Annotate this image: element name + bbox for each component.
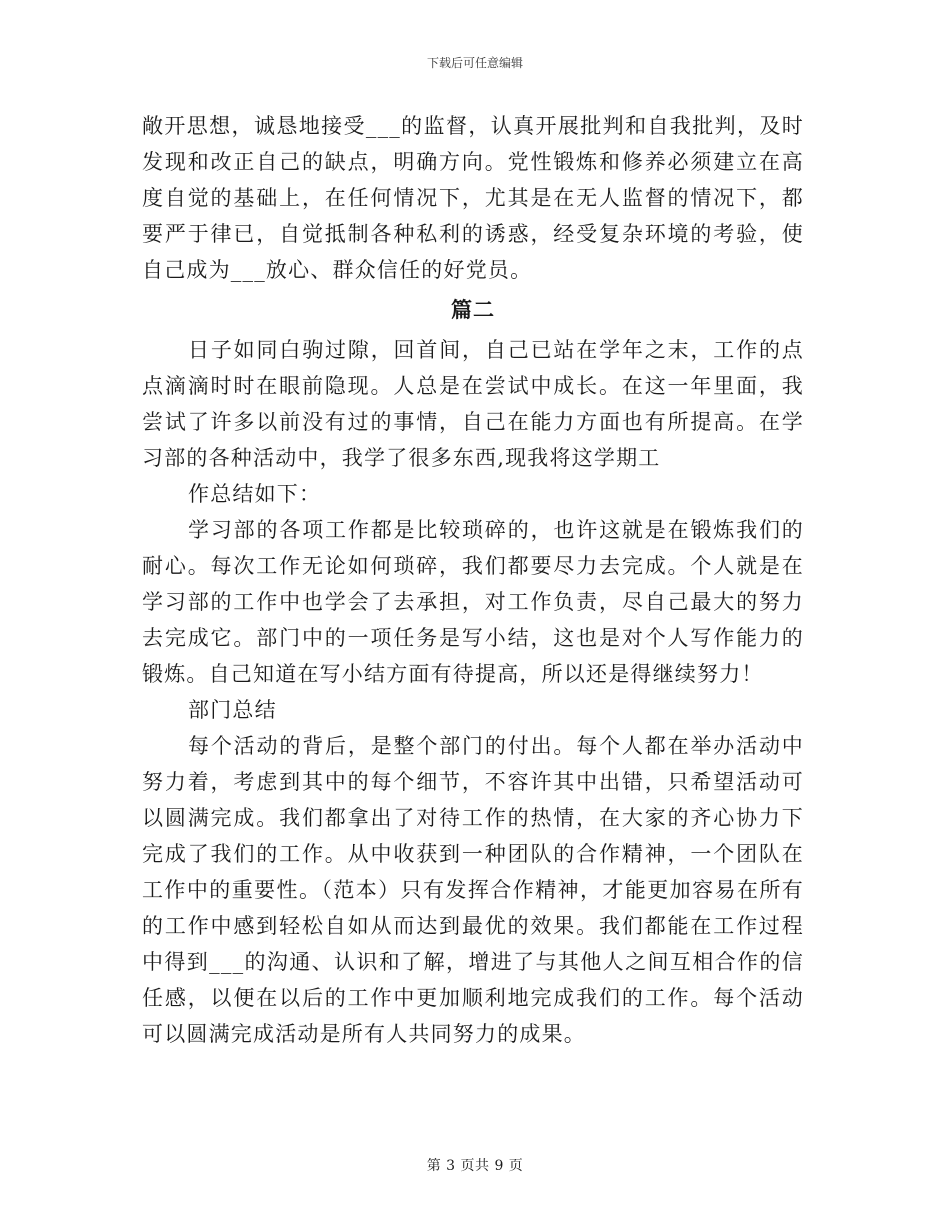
paragraph-study-department: 学习部的各项工作都是比较琐碎的，也许这就是在锻炼我们的耐心。每次工作无论如何琐碎，我们都要尽力去完成。个人就是在学习部的工作中也学会了去承担，对工作负责，尽自己最大的努力去完成它。部门中的一项任务是写小结，这也是对个人写作能力的锻炼。自己知道在写小结方面有待提高，所以还是得继续努力！ [142, 518, 804, 686]
paragraph-continued: 敞开思想，诚恳地接受___的监督，认真开展批判和自我批判，及时发现和改正自己的缺点，明确方向。党性锻炼和修养必须建立在高度自觉的基础上，在任何情况下，尤其是在无人监督的情况下，都要严于律已，自觉抵制各种私利的诱惑，经受复杂环境的考验，使自己成为___放心、群众信任的好党员。 [142, 114, 804, 282]
page-number-footer: 第 3 页共 9 页 [426, 1158, 524, 1174]
page-header-note: 下载后可任意编辑 [426, 56, 523, 70]
paragraph-summary-lead: 作总结如下： [188, 482, 322, 506]
document-body [142, 108, 804, 1052]
paragraph-teamwork: 每个活动的背后，是整个部门的付出。每个人都在举办活动中努力着，考虑到其中的每个细节，不容许其中出错，只希望活动可以圆满完成。我们都拿出了对待工作的热情，在大家的齐心协力下完成了我们的工作。从中收获到一种团队的合作精神，一个团队在工作中的重要性。（范本）只有发挥合作精神，才能更加容易在所有的工作中感到轻松自如从而达到最优的效果。我们都能在工作过程中得到___的沟通、认识和了解，增进了与其他人之间互相合作的信任感，以便在以后的工作中更加顺利地完成我们的工作。每个活动可以圆满完成活动是所有人共同努力的成果。 [142, 734, 804, 1046]
subheading-department-summary: 部门总结 [188, 698, 277, 722]
section-title: 篇二 [451, 297, 495, 322]
paragraph-intro: 日子如同白驹过隙，回首间，自己已站在学年之末，工作的点点滴滴时时在眼前隐现。人总是在尝试中成长。在这一年里面，我尝试了许多以前没有过的事情，自己在能力方面也有所提高。在学习部的各种活动中，我学了很多东西,现我将这学期工 [142, 338, 804, 470]
